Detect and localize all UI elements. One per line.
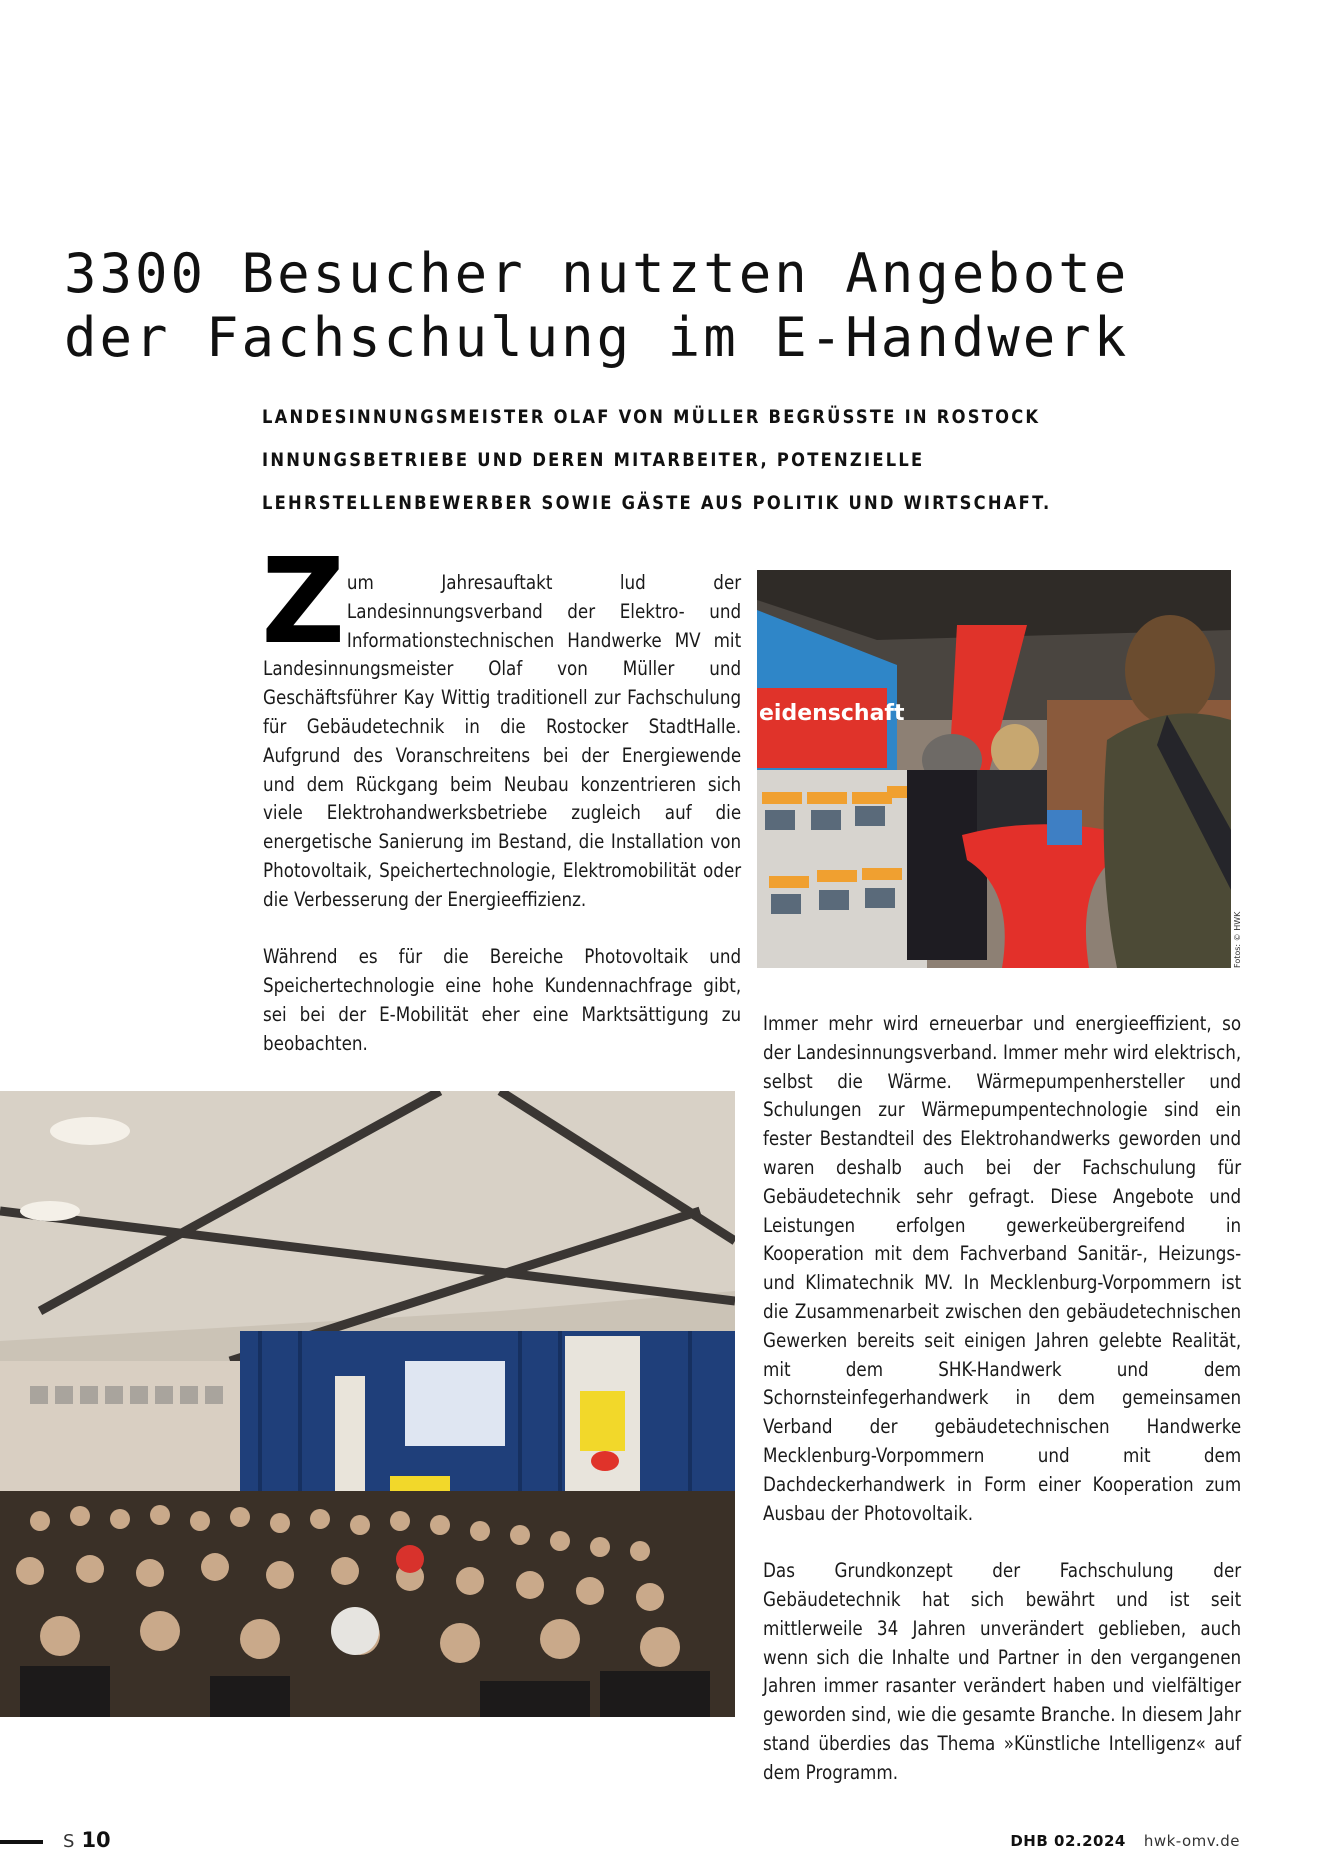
photo-lecture-hall bbox=[0, 1091, 735, 1717]
right-text-column bbox=[763, 1010, 1241, 1816]
title-line-1: 3300 Besucher nutzten Angebote bbox=[64, 242, 1130, 305]
website-link[interactable]: hwk-omv.de bbox=[1143, 1832, 1240, 1850]
paragraph-energy: Immer mehr wird erneuerbar und energieeffizient, so der Landesinnungsverband. Immer mehr wird elektrisch, selbst die Wärme. Wärmepumpenhersteller und Schulungen zur Wärmepumpentechnologie sind ein fester Bestandteil des Elektrohandwerks geworden und waren deshalb auch bei der Fachschulung für Gebäudetechnik sehr gefragt. Diese Angebote und Leistungen erfolgen gewerkeübergreifend in Kooperation mit dem Fachverband Sanitär-, Heizungs- und Klimatechnik MV. In Mecklenburg-Vorpommern ist die Zusammenarbeit zwischen den gebäudetechnischen Gewerken bereits seit einigen Jahren gelebte Realität, mit dem SHK-Handwerk und dem Schornsteinfegerhandwerk in dem gemeinsamen Verband der gebäudetechnischen Handwerke Mecklenburg-Vorpommern und mit dem Dachdeckerhandwerk in Form einer Kooperation zum Ausbau der Photovoltaik. bbox=[763, 1012, 1242, 1525]
info-booth-image bbox=[757, 570, 1231, 968]
title-line-2: der Fachschulung im E-Handwerk bbox=[64, 306, 1130, 369]
intro-text: um Jahresauftakt lud der Landesinnungsverband der Elektro- und Informationstechnischen Handwerke MV mit Landesinnungsmeister Olaf von Müller und Geschäftsführer Kay Wittig traditionell zur Fachschulung für Gebäudetechnik in die Rostocker StadtHalle. Aufgrund des Voranschreitens bei der Energiewende und dem Rückgang beim Neubau konzentrieren sich viele Elektrohandwerksbetriebe zugleich auf die energetische Sanierung im Bestand, die Installation von Photovoltaik, Speichertechnologie, Elektromobilität oder die Verbesserung der Energieeffizienz. bbox=[263, 571, 742, 911]
subhead-line-1: LANDESINNUNGSMEISTER OLAF VON MÜLLER BEGRÜSSTE IN ROSTOCK bbox=[262, 406, 1041, 428]
footer-imprint bbox=[1010, 1832, 1240, 1850]
page-prefix: S bbox=[63, 1831, 75, 1852]
photo-info-booth bbox=[757, 570, 1231, 968]
footer-rule bbox=[0, 1840, 43, 1844]
paragraph-emobility: Während es für die Bereiche Photovoltaik und Speichertechnologie eine hohe Kundennachfrage gibt, sei bei der E-Mobilität eher eine Marktsättigung zu beobachten. bbox=[263, 945, 742, 1055]
paragraph-intro bbox=[261, 532, 742, 915]
svg-text:eidenschaft: eidenschaft bbox=[759, 701, 905, 726]
drop-cap: Z bbox=[261, 532, 346, 670]
photo-credit: Fotos: © HWK bbox=[1233, 911, 1242, 968]
page-number: 10 bbox=[81, 1828, 111, 1852]
page-folio bbox=[63, 1828, 111, 1852]
article-subhead bbox=[262, 396, 1052, 525]
lecture-hall-image bbox=[0, 1091, 735, 1717]
magazine-issue: DHB 02.2024 bbox=[1010, 1832, 1126, 1850]
article-title bbox=[64, 242, 1264, 370]
subhead-line-3: LEHRSTELLENBEWERBER SOWIE GÄSTE AUS POLITIK UND WIRTSCHAFT. bbox=[262, 492, 1052, 514]
left-text-column bbox=[261, 532, 742, 1087]
paragraph-concept: Das Grundkonzept der Fachschulung der Gebäudetechnik hat sich bewährt und ist seit mittlerweile 34 Jahren unverändert geblieben, auch wenn sich die Inhalte und Partner in den vergangenen Jahren immer rasanter verändert haben und vielfältiger geworden sind, wie die gesamte Branche. In diesem Jahr stand überdies das Thema »Künstliche Intelligenz« auf dem Programm. bbox=[763, 1559, 1242, 1784]
subhead-line-2: INNUNGSBETRIEBE UND DEREN MITARBEITER, POTENZIELLE bbox=[262, 449, 925, 471]
